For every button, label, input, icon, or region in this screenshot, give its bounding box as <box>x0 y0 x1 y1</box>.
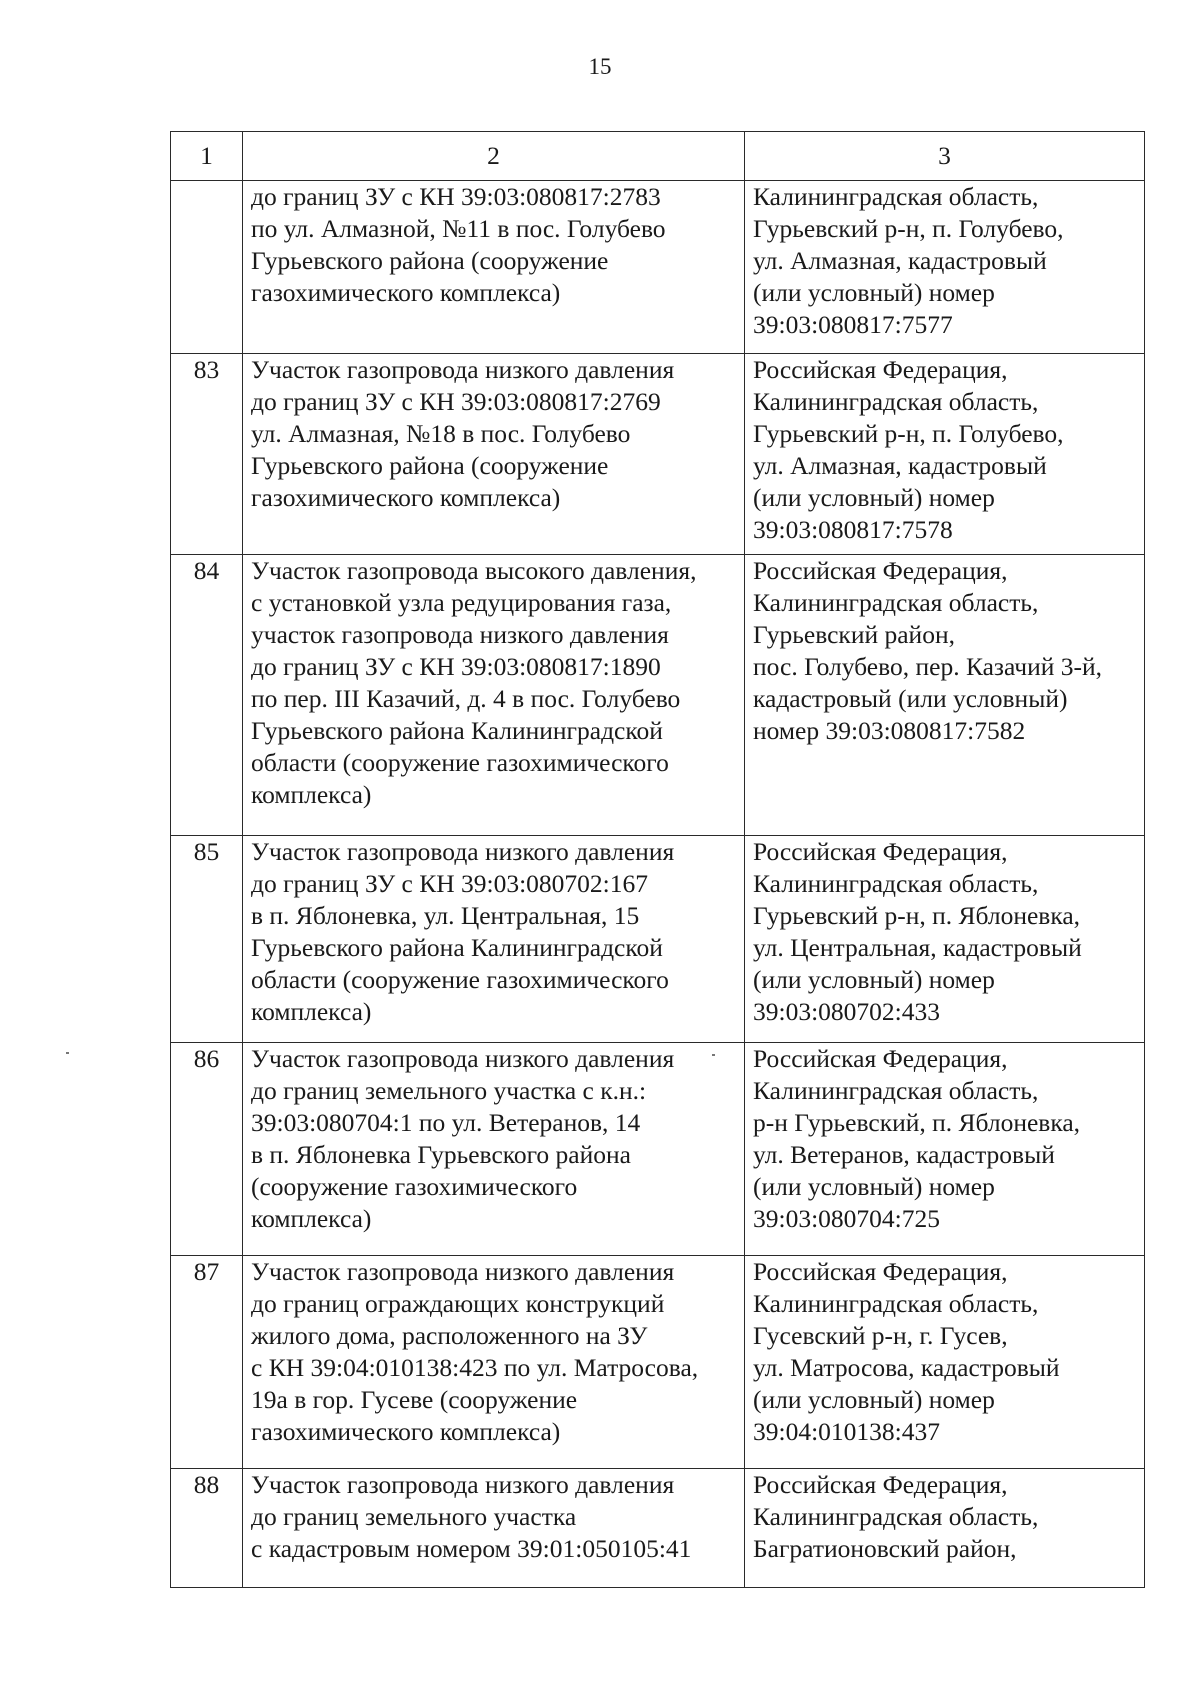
address-cell <box>745 836 1145 1043</box>
address-cell <box>745 1469 1145 1588</box>
address-line: Российская Федерация, <box>753 1470 1008 1499</box>
table-header <box>171 132 1145 181</box>
table-row <box>171 1469 1145 1588</box>
address-line: Калининградская область, <box>753 588 1039 617</box>
row-number-cell: 84 <box>171 555 243 836</box>
description-line: газохимического комплекса) <box>251 278 561 307</box>
address-line: ул. Алмазная, кадастровый <box>753 246 1047 275</box>
address-line: Гурьевский р-н, п. Голубево, <box>753 214 1064 243</box>
description-line: с кадастровым номером 39:01:050105:41 <box>251 1534 692 1563</box>
description-line: Гурьевского района (сооружение <box>251 451 609 480</box>
column-header-number: 1 <box>171 132 243 181</box>
description-line: Участок газопровода низкого давления <box>251 1257 675 1286</box>
description-line: до границ земельного участка <box>251 1502 577 1531</box>
description-line: по ул. Алмазной, №11 в пос. Голубево <box>251 214 666 243</box>
address-line: Гурьевский р-н, п. Яблоневка, <box>753 901 1081 930</box>
address-line: Гусевский р-н, г. Гусев, <box>753 1321 1008 1350</box>
address-line: Гурьевский р-н, п. Голубево, <box>753 419 1064 448</box>
address-line: ул. Матросова, кадастровый <box>753 1353 1060 1382</box>
description-line: по пер. III Казачий, д. 4 в пос. Голубево <box>251 684 681 713</box>
description-line: Участок газопровода высокого давления, <box>251 556 697 585</box>
table-row <box>171 836 1145 1043</box>
address-line: Калининградская область, <box>753 1076 1039 1105</box>
description-line: комплекса) <box>251 1204 372 1233</box>
table-row <box>171 181 1145 354</box>
description-line: Участок газопровода низкого давления <box>251 355 675 384</box>
address-line: номер 39:03:080817:7582 <box>753 716 1026 745</box>
address-line: Гурьевский район, <box>753 620 955 649</box>
address-line: Российская Федерация, <box>753 837 1008 866</box>
address-line: (или условный) номер <box>753 1172 995 1201</box>
address-line: Российская Федерация, <box>753 1044 1008 1073</box>
description-line: (сооружение газохимического <box>251 1172 578 1201</box>
table-row <box>171 1043 1145 1256</box>
description-line: Участок газопровода низкого давления <box>251 1044 675 1073</box>
address-line: Калининградская область, <box>753 182 1039 211</box>
address-line: ул. Центральная, кадастровый <box>753 933 1082 962</box>
address-cell <box>745 1043 1145 1256</box>
column-header-description: 2 <box>243 132 745 181</box>
address-line: Российская Федерация, <box>753 355 1008 384</box>
description-line: до границ земельного участка с к.н.: <box>251 1076 647 1105</box>
column-header-address: 3 <box>745 132 1145 181</box>
address-line: 39:04:010138:437 <box>753 1417 941 1446</box>
table-row <box>171 555 1145 836</box>
header-row <box>171 132 1145 181</box>
row-number-cell <box>171 181 243 354</box>
object-description-cell <box>243 181 745 354</box>
description-line: в п. Яблоневка, ул. Центральная, 15 <box>251 901 640 930</box>
address-cell <box>745 354 1145 555</box>
address-cell <box>745 181 1145 354</box>
address-line: (или условный) номер <box>753 278 995 307</box>
description-line: жилого дома, расположенного на ЗУ <box>251 1321 648 1350</box>
scan-speck <box>66 1052 69 1054</box>
address-line: Багратионовский район, <box>753 1534 1017 1563</box>
address-line: Российская Федерация, <box>753 556 1008 585</box>
description-line: участок газопровода низкого давления <box>251 620 669 649</box>
property-register-table <box>170 131 1145 1588</box>
address-line: пос. Голубево, пер. Казачий 3-й, <box>753 652 1103 681</box>
row-number-cell: 88 <box>171 1469 243 1588</box>
description-line: до границ ЗУ с КН 39:03:080702:167 <box>251 869 649 898</box>
address-line: 39:03:080817:7577 <box>753 310 953 339</box>
address-line: Калининградская область, <box>753 1289 1039 1318</box>
row-number-cell: 86 <box>171 1043 243 1256</box>
address-line: (или условный) номер <box>753 483 995 512</box>
description-line: Гурьевского района Калининградской <box>251 716 663 745</box>
address-cell <box>745 555 1145 836</box>
description-line: с КН 39:04:010138:423 по ул. Матросова, <box>251 1353 699 1382</box>
address-line: (или условный) номер <box>753 965 995 994</box>
description-line: комплекса) <box>251 997 372 1026</box>
description-line: 19а в гор. Гусеве (сооружение <box>251 1385 578 1414</box>
description-line: до границ ограждающих конструкций <box>251 1289 665 1318</box>
description-line: Гурьевского района Калининградской <box>251 933 663 962</box>
description-line: Участок газопровода низкого давления <box>251 837 675 866</box>
object-description-cell <box>243 836 745 1043</box>
object-description-cell <box>243 1043 745 1256</box>
object-description-cell <box>243 1469 745 1588</box>
row-number-cell: 85 <box>171 836 243 1043</box>
description-line: Участок газопровода низкого давления <box>251 1470 675 1499</box>
table-row <box>171 1256 1145 1469</box>
address-line: Калининградская область, <box>753 1502 1039 1531</box>
address-line: р-н Гурьевский, п. Яблоневка, <box>753 1108 1081 1137</box>
description-line: 39:03:080704:1 по ул. Ветеранов, 14 <box>251 1108 641 1137</box>
description-line: до границ ЗУ с КН 39:03:080817:2769 <box>251 387 661 416</box>
scan-speck <box>712 1054 715 1056</box>
address-line: ул. Ветеранов, кадастровый <box>753 1140 1055 1169</box>
description-line: с установкой узла редуцирования газа, <box>251 588 672 617</box>
address-line: 39:03:080704:725 <box>753 1204 941 1233</box>
description-line: области (сооружение газохимического <box>251 748 669 777</box>
address-line: ул. Алмазная, кадастровый <box>753 451 1047 480</box>
object-description-cell <box>243 1256 745 1469</box>
description-line: Гурьевского района (сооружение <box>251 246 609 275</box>
row-number-cell: 83 <box>171 354 243 555</box>
row-number-cell: 87 <box>171 1256 243 1469</box>
table-body <box>171 181 1145 1588</box>
address-line: Калининградская область, <box>753 387 1039 416</box>
table-row <box>171 354 1145 555</box>
address-line: Калининградская область, <box>753 869 1039 898</box>
description-line: газохимического комплекса) <box>251 1417 561 1446</box>
object-description-cell <box>243 354 745 555</box>
address-line: кадастровый (или условный) <box>753 684 1068 713</box>
address-line: (или условный) номер <box>753 1385 995 1414</box>
description-line: комплекса) <box>251 780 372 809</box>
description-line: до границ ЗУ с КН 39:03:080817:1890 <box>251 652 661 681</box>
description-line: газохимического комплекса) <box>251 483 561 512</box>
description-line: ул. Алмазная, №18 в пос. Голубево <box>251 419 631 448</box>
address-line: Российская Федерация, <box>753 1257 1008 1286</box>
description-line: до границ ЗУ с КН 39:03:080817:2783 <box>251 182 661 211</box>
description-line: в п. Яблоневка Гурьевского района <box>251 1140 631 1169</box>
page-number: 15 <box>588 54 612 79</box>
address-line: 39:03:080702:433 <box>753 997 941 1026</box>
object-description-cell <box>243 555 745 836</box>
address-cell <box>745 1256 1145 1469</box>
address-line: 39:03:080817:7578 <box>753 515 953 544</box>
description-line: области (сооружение газохимического <box>251 965 669 994</box>
